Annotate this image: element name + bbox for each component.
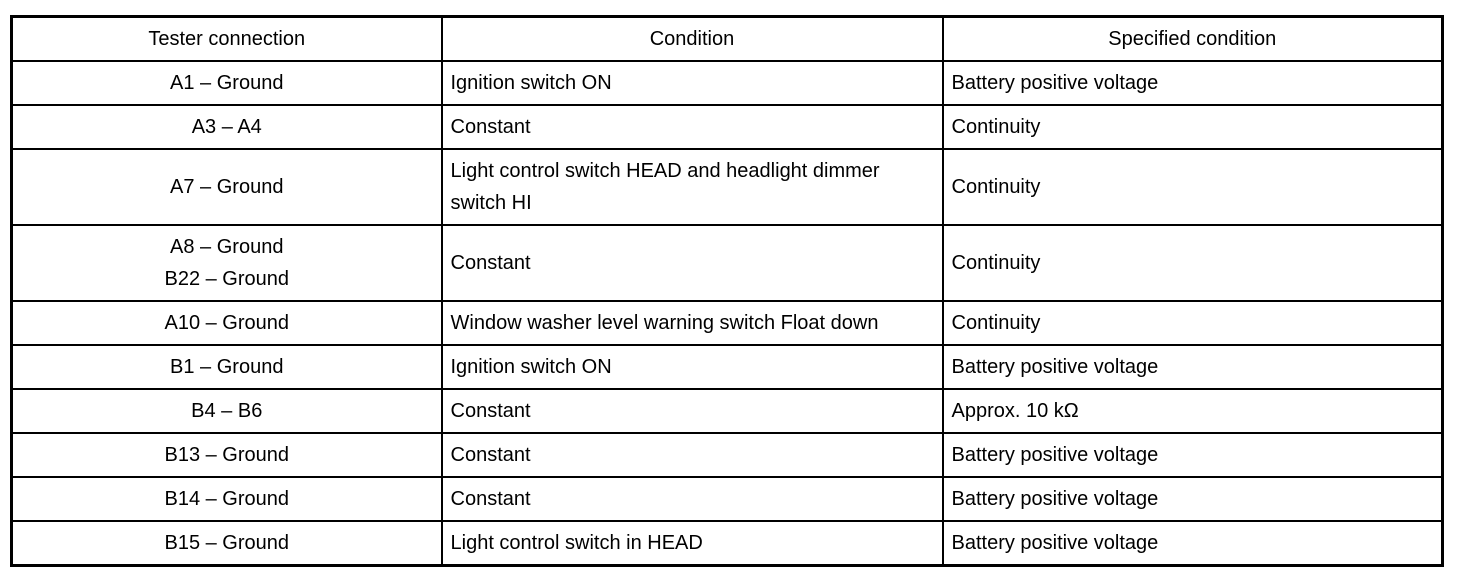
- condition-text: switch HI: [450, 192, 532, 214]
- specified-condition-cell: Battery positive voltage: [943, 521, 1443, 566]
- specified-condition-cell: Continuity: [943, 301, 1443, 345]
- condition-cell: [442, 433, 943, 477]
- condition-text: Ignition switch ON: [450, 72, 612, 94]
- tester-connection-text: B15 – Ground: [164, 532, 290, 554]
- table-row: [12, 521, 1443, 566]
- header-tester-connection: Tester connection: [12, 17, 442, 62]
- header-condition: Condition: [442, 17, 943, 62]
- table-row: [12, 477, 1443, 521]
- condition-text: Constant: [450, 400, 531, 422]
- tester-connection-text: A1 – Ground: [170, 72, 284, 94]
- tester-connection-text: B22 – Ground: [164, 268, 290, 290]
- table-row: [12, 225, 1443, 301]
- condition-cell: [442, 105, 943, 149]
- condition-cell: [442, 301, 943, 345]
- tester-connection-cell: [12, 61, 442, 105]
- tester-connection-text: B13 – Ground: [164, 444, 290, 466]
- condition-cell: [442, 389, 943, 433]
- condition-cell: [442, 149, 943, 225]
- specified-condition-cell: Continuity: [943, 149, 1443, 225]
- specified-condition-cell: Battery positive voltage: [943, 61, 1443, 105]
- specified-condition-cell: Continuity: [943, 105, 1443, 149]
- tester-connection-text: B1 – Ground: [170, 356, 284, 378]
- table-row: [12, 433, 1443, 477]
- table-row: [12, 389, 1443, 433]
- tester-connection-cell: [12, 389, 442, 433]
- condition-cell: [442, 345, 943, 389]
- specified-condition-cell: Approx. 10 kΩ: [943, 389, 1443, 433]
- tester-connection-cell: [12, 149, 442, 225]
- tester-connection-text: A3 – A4: [191, 116, 262, 138]
- condition-cell: [442, 521, 943, 566]
- condition-text: Constant: [450, 252, 531, 274]
- condition-text: Ignition switch ON: [450, 356, 612, 378]
- tester-connection-cell: [12, 521, 442, 566]
- condition-text: Constant: [450, 444, 531, 466]
- condition-cell: [442, 225, 943, 301]
- specified-condition-cell: Battery positive voltage: [943, 477, 1443, 521]
- table-row: [12, 345, 1443, 389]
- table-row: [12, 105, 1443, 149]
- tester-connection-cell: [12, 301, 442, 345]
- specified-condition-cell: Continuity: [943, 225, 1443, 301]
- header-specified-condition: Specified condition: [943, 17, 1443, 62]
- condition-text: Constant: [450, 116, 531, 138]
- tester-connection-cell: [12, 477, 442, 521]
- tester-connection-text: A8 – Ground: [170, 236, 284, 258]
- tester-connection-cell: [12, 225, 442, 301]
- tester-connection-cell: [12, 345, 442, 389]
- tester-connection-table: [10, 15, 1444, 567]
- specified-condition-cell: Battery positive voltage: [943, 345, 1443, 389]
- table-row: [12, 61, 1443, 105]
- condition-text: Light control switch HEAD and headlight dimmer: [450, 160, 880, 182]
- tester-connection-text: A10 – Ground: [164, 312, 290, 334]
- condition-text: Window washer level warning switch Float down: [450, 312, 879, 334]
- condition-cell: [442, 477, 943, 521]
- table-row: [12, 149, 1443, 225]
- tester-connection-cell: [12, 433, 442, 477]
- tester-connection-text: B14 – Ground: [164, 488, 290, 510]
- condition-text: Constant: [450, 488, 531, 510]
- tester-connection-text: B4 – B6: [191, 400, 263, 422]
- table-row: [12, 301, 1443, 345]
- condition-cell: [442, 61, 943, 105]
- condition-text: Light control switch in HEAD: [450, 532, 703, 554]
- tester-connection-text: A7 – Ground: [170, 176, 284, 198]
- tester-connection-cell: [12, 105, 442, 149]
- table-header-row: [12, 17, 1443, 62]
- specified-condition-cell: Battery positive voltage: [943, 433, 1443, 477]
